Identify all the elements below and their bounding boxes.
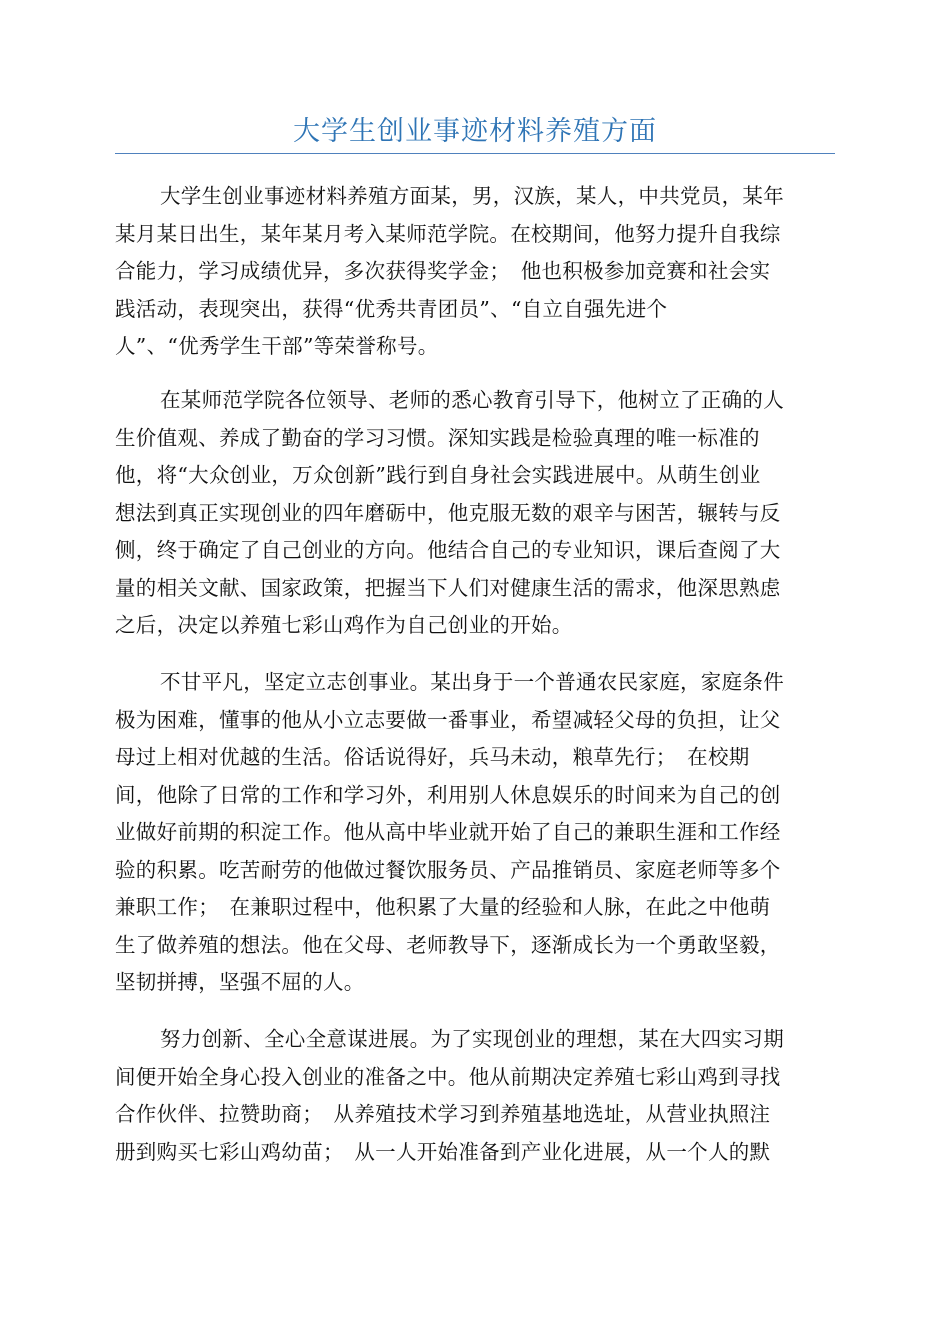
paragraph-line: 量的相关文献、国家政策，把握当下人们对健康生活的需求，他深思熟虑 bbox=[115, 575, 781, 600]
paragraph-line: 侧，终于确定了自己创业的方向。他结合自己的专业知识，课后查阅了大 bbox=[115, 538, 781, 562]
paragraph-line: 极为困难，懂事的他从小立志要做一番事业，希望减轻父母的负担，让父 bbox=[115, 707, 781, 732]
paragraph-line: 践活动，表现突出，获得“优秀共青团员”、“自立自强先进个 bbox=[115, 296, 668, 321]
paragraph-line: 之后，决定以养殖七彩山鸡作为自己创业的开始。 bbox=[115, 613, 573, 637]
paragraph-line: 间便开始全身心投入创业的准备之中。他从前期决定养殖七彩山鸡到寻找 bbox=[115, 1064, 781, 1089]
paragraph-line: 他，将“大众创业，万众创新”践行到自身社会实践进展中。从萌生创业 bbox=[115, 463, 761, 487]
paragraph-line: 间，他除了日常的工作和学习外，利用别人休息娱乐的时间来为自己的创 bbox=[115, 782, 781, 807]
title-underline bbox=[115, 153, 835, 154]
paragraph-line: 兼职工作； 在兼职过程中，他积累了大量的经验和人脉，在此之中他萌 bbox=[115, 895, 771, 919]
paragraph-line: 大学生创业事迹材料养殖方面某，男，汉族，某人，中共党员，某年 bbox=[160, 184, 784, 208]
paragraph-line: 不甘平凡，坚定立志创事业。某出身于一个普通农民家庭，家庭条件 bbox=[160, 670, 784, 694]
paragraph-line: 生了做养殖的想法。他在父母、老师教导下，逐渐成长为一个勇敢坚毅， bbox=[115, 932, 781, 957]
paragraph-line: 合能力，学习成绩优异，多次获得奖学金； 他也积极参加竞赛和社会实 bbox=[115, 259, 771, 283]
paragraph-line: 合作伙伴、拉赞助商； 从养殖技术学习到养殖基地选址，从营业执照注 bbox=[115, 1102, 771, 1126]
paragraph-line: 人”、“优秀学生干部”等荣誉称号。 bbox=[115, 334, 439, 358]
paragraph-line: 坚韧拼搏，坚强不屈的人。 bbox=[115, 970, 365, 994]
paragraph-line: 想法到真正实现创业的四年磨砺中，他克服无数的艰辛与困苦，辗转与反 bbox=[115, 500, 781, 525]
document-title: 大学生创业事迹材料养殖方面 bbox=[293, 116, 657, 147]
paragraph-line: 生价值观、养成了勤奋的学习习惯。深知实践是检验真理的唯一标准的 bbox=[115, 425, 760, 450]
paragraph-line: 某月某日出生，某年某月考入某师范学院。在校期间，他努力提升自我综 bbox=[115, 221, 781, 246]
paragraph-line: 母过上相对优越的生活。俗话说得好，兵马未动，粮草先行； 在校期 bbox=[115, 745, 750, 769]
paragraph-line: 业做好前期的积淀工作。他从高中毕业就开始了自己的兼职生涯和工作经 bbox=[115, 820, 781, 844]
paragraph-line: 努力创新、全心全意谋进展。为了实现创业的理想，某在大四实习期 bbox=[160, 1027, 784, 1051]
paragraph-line: 册到购买七彩山鸡幼苗； 从一人开始准备到产业化进展，从一个人的默 bbox=[115, 1139, 771, 1164]
paragraph-line: 验的积累。吃苦耐劳的他做过餐饮服务员、产品推销员、家庭老师等多个 bbox=[115, 857, 781, 882]
paragraph-line: 在某师范学院各位领导、老师的悉心教育引导下，他树立了正确的人 bbox=[160, 388, 784, 412]
